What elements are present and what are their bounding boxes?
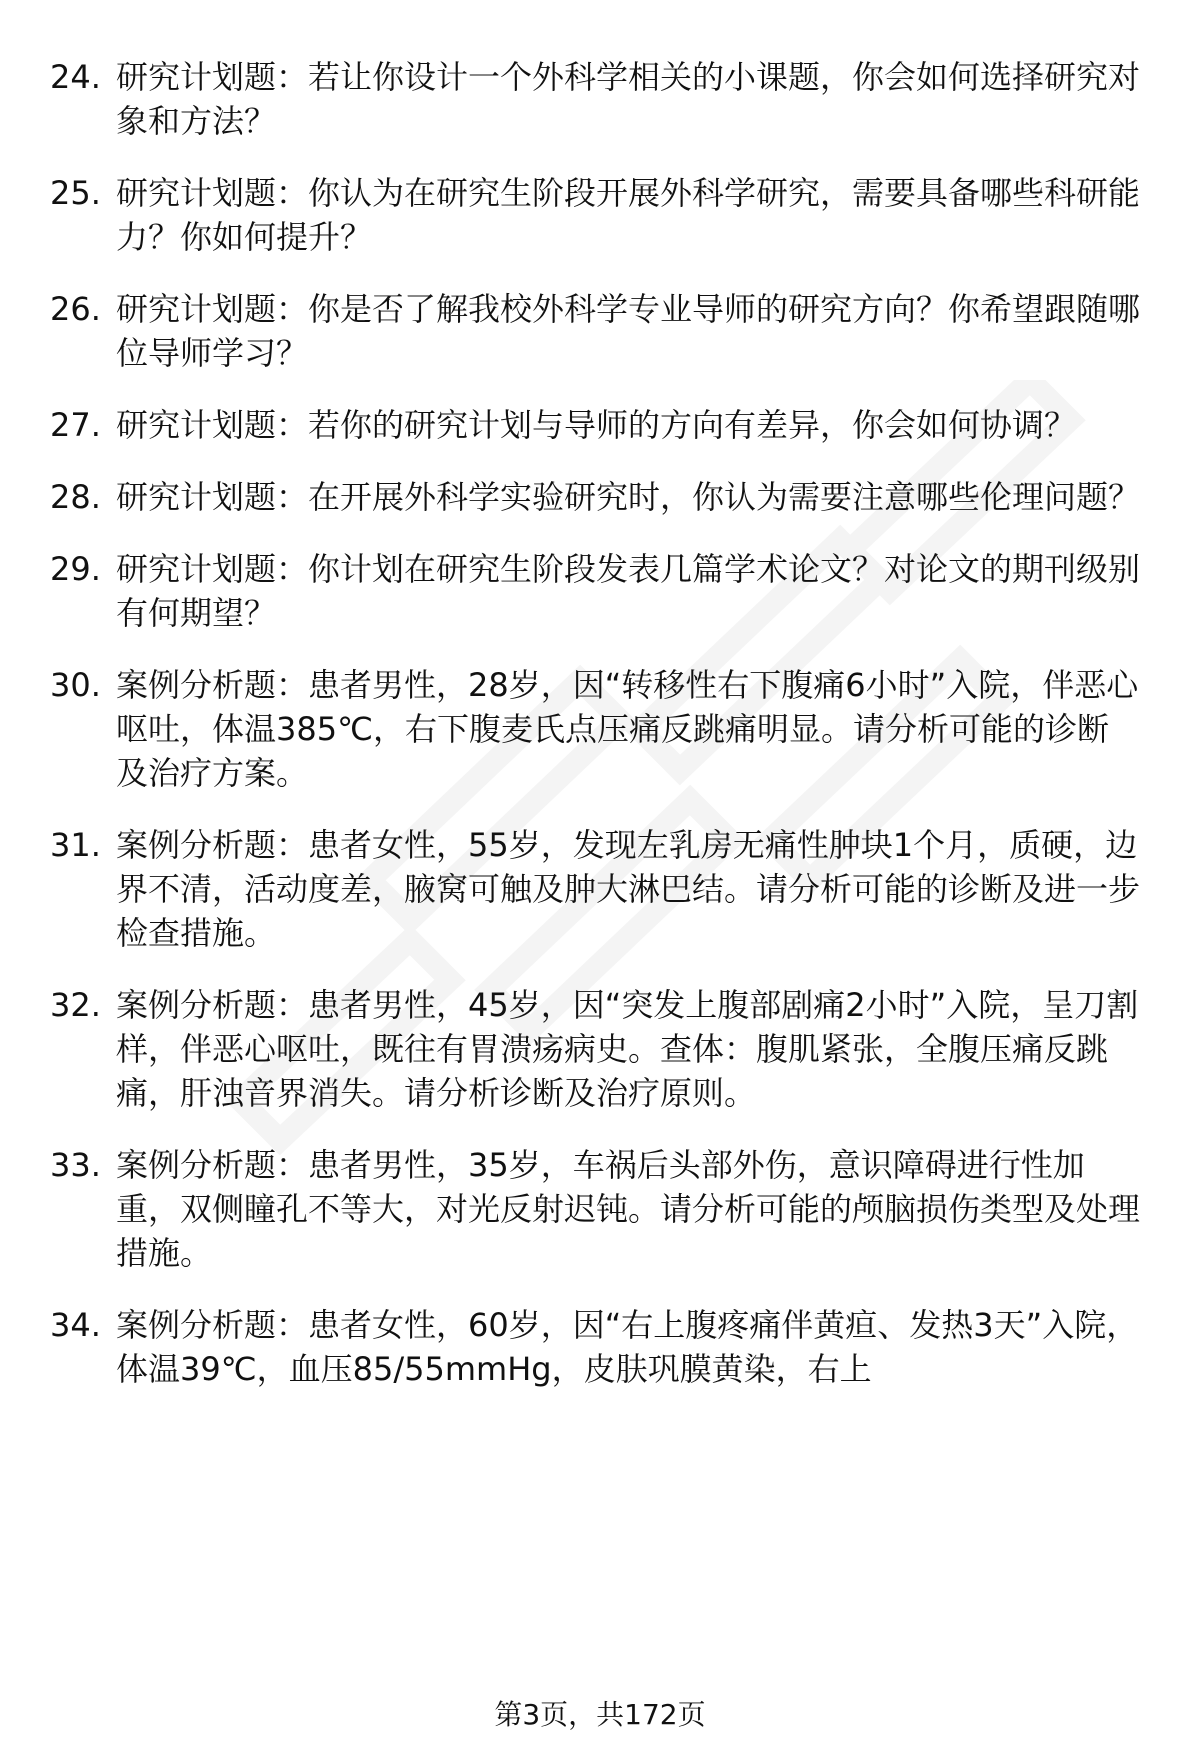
item-number: 33. xyxy=(50,1146,101,1184)
item-text: 研究计划题：你认为在研究生阶段开展外科学研究，需要具备哪些科研能力？你如何提升？ xyxy=(116,174,1141,256)
list-item xyxy=(50,983,1140,1115)
list-item xyxy=(50,1303,1140,1391)
list-item xyxy=(50,475,1140,519)
item-number: 24. xyxy=(50,58,101,96)
item-text: 案例分析题：患者男性，35岁，车祸后头部外伤，意识障碍进行性加重，双侧瞳孔不等大，对光反射迟钝。请分析可能的颅脑损伤类型及处理措施。 xyxy=(116,1146,1141,1272)
item-number: 31. xyxy=(50,826,101,864)
item-number: 28. xyxy=(50,478,101,516)
list-item xyxy=(50,663,1140,795)
page-footer: 第3页，共172页 xyxy=(494,1698,706,1731)
item-number: 34. xyxy=(50,1306,101,1344)
item-text: 案例分析题：患者男性，28岁，因“转移性右下腹痛6小时”入院，伴恶心呕吐，体温385℃，右下腹麦氏点压痛反跳痛明显。请分析可能的诊断及治疗方案。 xyxy=(116,666,1139,792)
list-item xyxy=(50,171,1140,259)
item-number: 26. xyxy=(50,290,101,328)
list-item xyxy=(50,287,1140,375)
item-text: 研究计划题：若让你设计一个外科学相关的小课题，你会如何选择研究对象和方法？ xyxy=(116,58,1141,140)
list-item xyxy=(50,823,1140,955)
item-text: 研究计划题：若你的研究计划与导师的方向有差异，你会如何协调？ xyxy=(116,406,1077,444)
item-text: 案例分析题：患者女性，55岁，发现左乳房无痛性肿块1个月，质硬，边界不清，活动度差，腋窝可触及肿大淋巴结。请分析可能的诊断及进一步检查措施。 xyxy=(116,826,1141,952)
list-item xyxy=(50,547,1140,635)
item-number: 29. xyxy=(50,550,101,588)
item-text: 案例分析题：患者男性，45岁，因“突发上腹部剧痛2小时”入院，呈刀割样，伴恶心呕吐，既往有胃溃疡病史。查体：腹肌紧张，全腹压痛反跳痛，肝浊音界消失。请分析诊断及治疗原则。 xyxy=(116,986,1139,1112)
item-text: 研究计划题：你计划在研究生阶段发表几篇学术论文？对论文的期刊级别有何期望？ xyxy=(116,550,1141,632)
question-list xyxy=(50,55,1140,1419)
list-item xyxy=(50,55,1140,143)
item-number: 27. xyxy=(50,406,101,444)
item-number: 32. xyxy=(50,986,101,1024)
item-text: 研究计划题：你是否了解我校外科学专业导师的研究方向？你希望跟随哪位导师学习？ xyxy=(116,290,1141,372)
item-number: 30. xyxy=(50,666,101,704)
list-item xyxy=(50,403,1140,447)
list-item xyxy=(50,1143,1140,1275)
item-number: 25. xyxy=(50,174,101,212)
item-text: 研究计划题：在开展外科学实验研究时，你认为需要注意哪些伦理问题？ xyxy=(116,478,1141,516)
item-text: 案例分析题：患者女性，60岁，因“右上腹疼痛伴黄疸、发热3天”入院，体温39℃，血压85/55mmHg，皮肤巩膜黄染，右上 xyxy=(116,1306,1139,1388)
